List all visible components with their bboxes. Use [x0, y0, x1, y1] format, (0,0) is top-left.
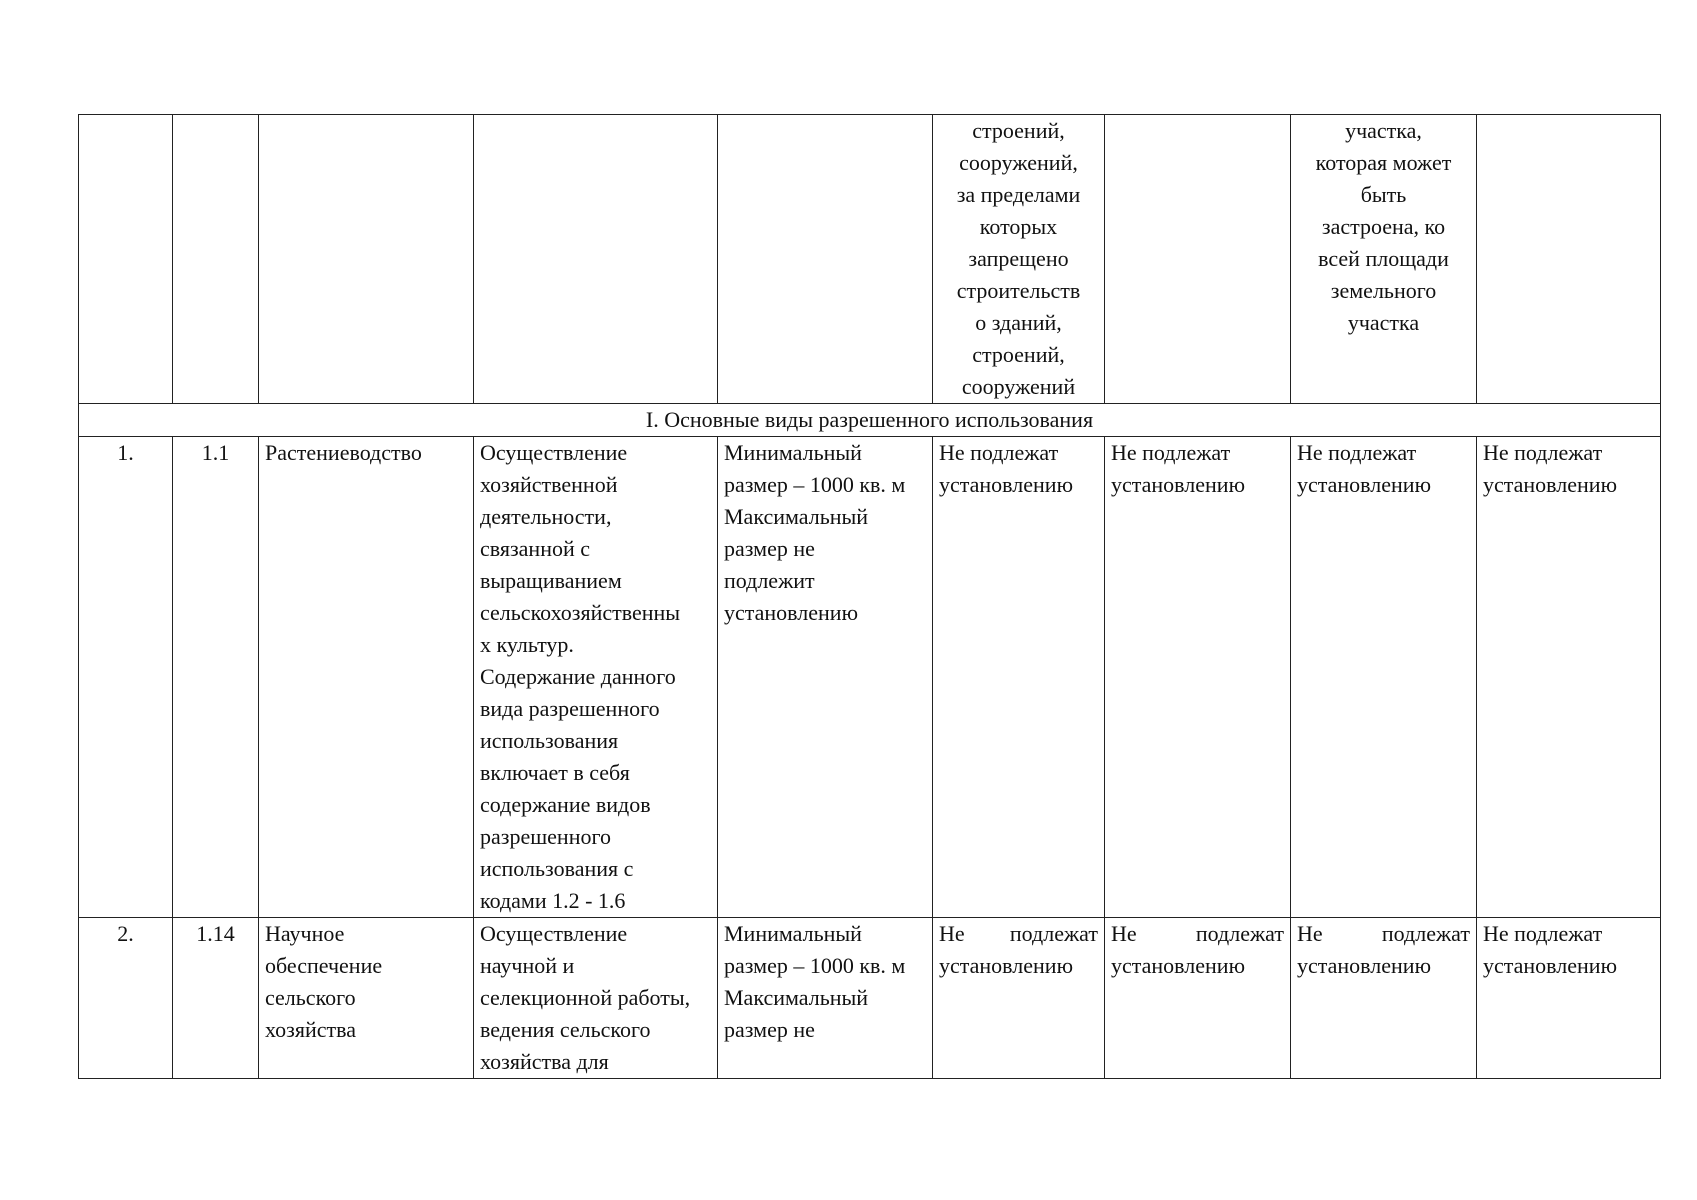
coverage-header-text: участка, которая может быть застроена, ко всей площади земельного участка [1315, 118, 1452, 335]
cell-empty [259, 115, 474, 404]
coverage-line1: Не подлежат [1297, 921, 1470, 946]
row-other: Не подлежат установлению [1483, 440, 1618, 497]
coverage-line2: установлению [1297, 953, 1432, 978]
cell-empty [474, 115, 718, 404]
row-code: 1.1 [173, 437, 259, 918]
row-size: Минимальный размер – 1000 кв. м Максимальный размер не [724, 921, 906, 1042]
table-row [79, 918, 1661, 1079]
setback-line1: Не подлежат [939, 921, 1098, 946]
cell-empty [79, 115, 173, 404]
row-setback [933, 918, 1105, 1079]
row-setback: Не подлежат установлению [939, 440, 1074, 497]
cell-setback-header [933, 115, 1105, 404]
floors-line1: Не подлежат [1111, 921, 1284, 946]
section-title: I. Основные виды разрешенного использования [79, 404, 1661, 437]
row-description: Осуществление хозяйственной деятельности, связанной с выращиванием сельскохозяйственны х культур. Содержание данного вида разрешенного использования включает в себя содержание видов разрешенного использования с кодами 1.2 - 1.6 [480, 440, 681, 913]
zoning-table [78, 114, 1661, 1079]
row-number: 2. [79, 918, 173, 1079]
row-floors [1105, 918, 1291, 1079]
table-row-continuation [79, 115, 1661, 404]
row-code: 1.14 [173, 918, 259, 1079]
cell-empty [1105, 115, 1291, 404]
row-number: 1. [79, 437, 173, 918]
setback-line2: установлению [939, 953, 1074, 978]
row-description: Осуществление научной и селекционной работы, ведения сельского хозяйства для [480, 921, 691, 1074]
row-size: Минимальный размер – 1000 кв. м Максимальный размер не подлежит установлению [724, 440, 906, 625]
row-coverage: Не подлежат установлению [1297, 440, 1432, 497]
row-name: Растениеводство [265, 440, 422, 465]
cell-coverage-header [1291, 115, 1477, 404]
floors-line2: установлению [1111, 953, 1246, 978]
cell-empty [173, 115, 259, 404]
cell-empty [718, 115, 933, 404]
table-row [79, 437, 1661, 918]
setback-header-text: строений, сооружений, за пределами которых запрещено строительств о зданий, строений, сооружений [956, 118, 1081, 399]
row-floors: Не подлежат установлению [1111, 440, 1246, 497]
row-other: Не подлежат установлению [1483, 921, 1618, 978]
table-row-section [79, 404, 1661, 437]
cell-empty [1477, 115, 1661, 404]
row-name: Научное обеспечение сельского хозяйства [265, 921, 383, 1042]
row-coverage [1291, 918, 1477, 1079]
